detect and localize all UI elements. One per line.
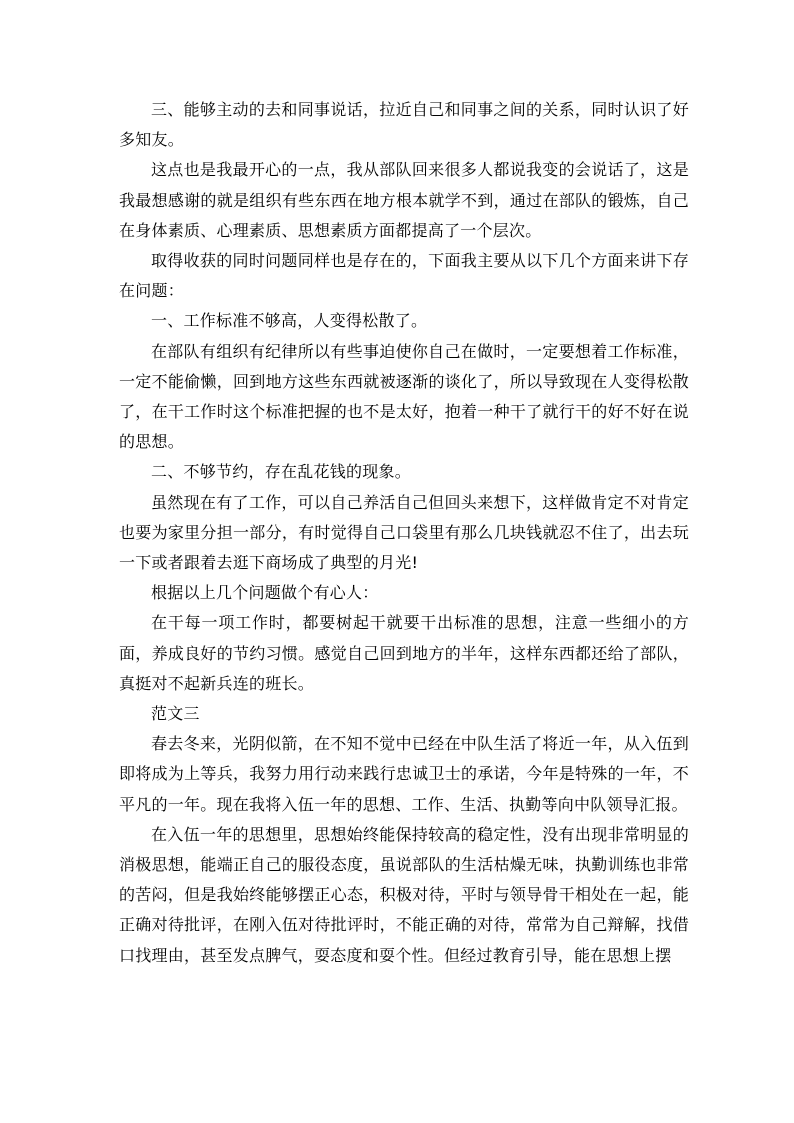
paragraph-7: 在干每一项工作时，都要树起干就要干出标准的思想，注意一些细小的方面，养成良好的节约习惯。感觉自己回到地方的半年，这样东西都还给了部队，真挺对不起新兵连的班长。 bbox=[119, 613, 689, 693]
paragraph-8: 春去冬来，光阴似箭，在不知不觉中已经在中队生活了将近一年，从入伍到即将成为上等兵，我努力用行动来践行忠诚卫士的承诺，今年是特殊的一年，不平凡的一年。现在我将入伍一年的思想、工作、生活、执勤等向中队领导汇报。 bbox=[119, 734, 689, 814]
paragraph-1: 三、能够主动的去和同事说话，拉近自己和同事之间的关系，同时认识了好多知友。 bbox=[119, 100, 689, 150]
paragraph-2: 这点也是我最开心的一点，我从部队回来很多人都说我变的会说话了，这是我最想感谢的就是组织有些东西在地方根本就学不到，通过在部队的锻炼，自己在身体素质、心理素质、思想素质方面都提高了一个层次。 bbox=[119, 160, 689, 240]
section-heading-1: 一、工作标准不够高，人变得松散了。 bbox=[151, 311, 428, 331]
paragraph-4: 在部队有组织有纪律所以有些事迫使你自己在做时，一定要想着工作标准，一定不能偷懒，回到地方这些东西就被逐渐的谈化了，所以导致现在人变得松散了，在干工作时这个标准把握的也不是太好，抱着一种干了就行干的好不好在说的思想。 bbox=[119, 341, 689, 452]
paragraph-5: 虽然现在有了工作，可以自己养活自己但回头来想下，这样做肯定不对肯定也要为家里分担一部分，有时觉得自己口袋里有那么几块钱就忍不住了，出去玩一下或者跟着去逛下商场成了典型的月光! bbox=[119, 492, 689, 573]
section-heading-2: 二、不够节约，存在乱花钱的现象。 bbox=[151, 462, 412, 482]
paragraph-6: 根据以上几个问题做个有心人： bbox=[151, 583, 379, 603]
paragraph-3: 取得收获的同时问题同样也是存在的，下面我主要从以下几个方面来讲下存在问题： bbox=[119, 251, 689, 301]
document-body bbox=[119, 95, 689, 971]
paragraph-9: 在入伍一年的思想里，思想始终能保持较高的稳定性，没有出现非常明显的消极思想，能端正自己的服役态度，虽说部队的生活枯燥无味，执勤训练也非常的苦闷，但是我始终能够摆正心态，积极对待，平时与领导骨干相处在一起，能正确对待批评，在刚入伍对待批评时，不能正确的对待，常常为自己辩解，找借口找理由，甚至发点脾气，耍态度和耍个性。但经过教育引导，能在思想上摆 bbox=[119, 824, 689, 965]
section-title-fanwen-3: 范文三 bbox=[151, 704, 200, 724]
